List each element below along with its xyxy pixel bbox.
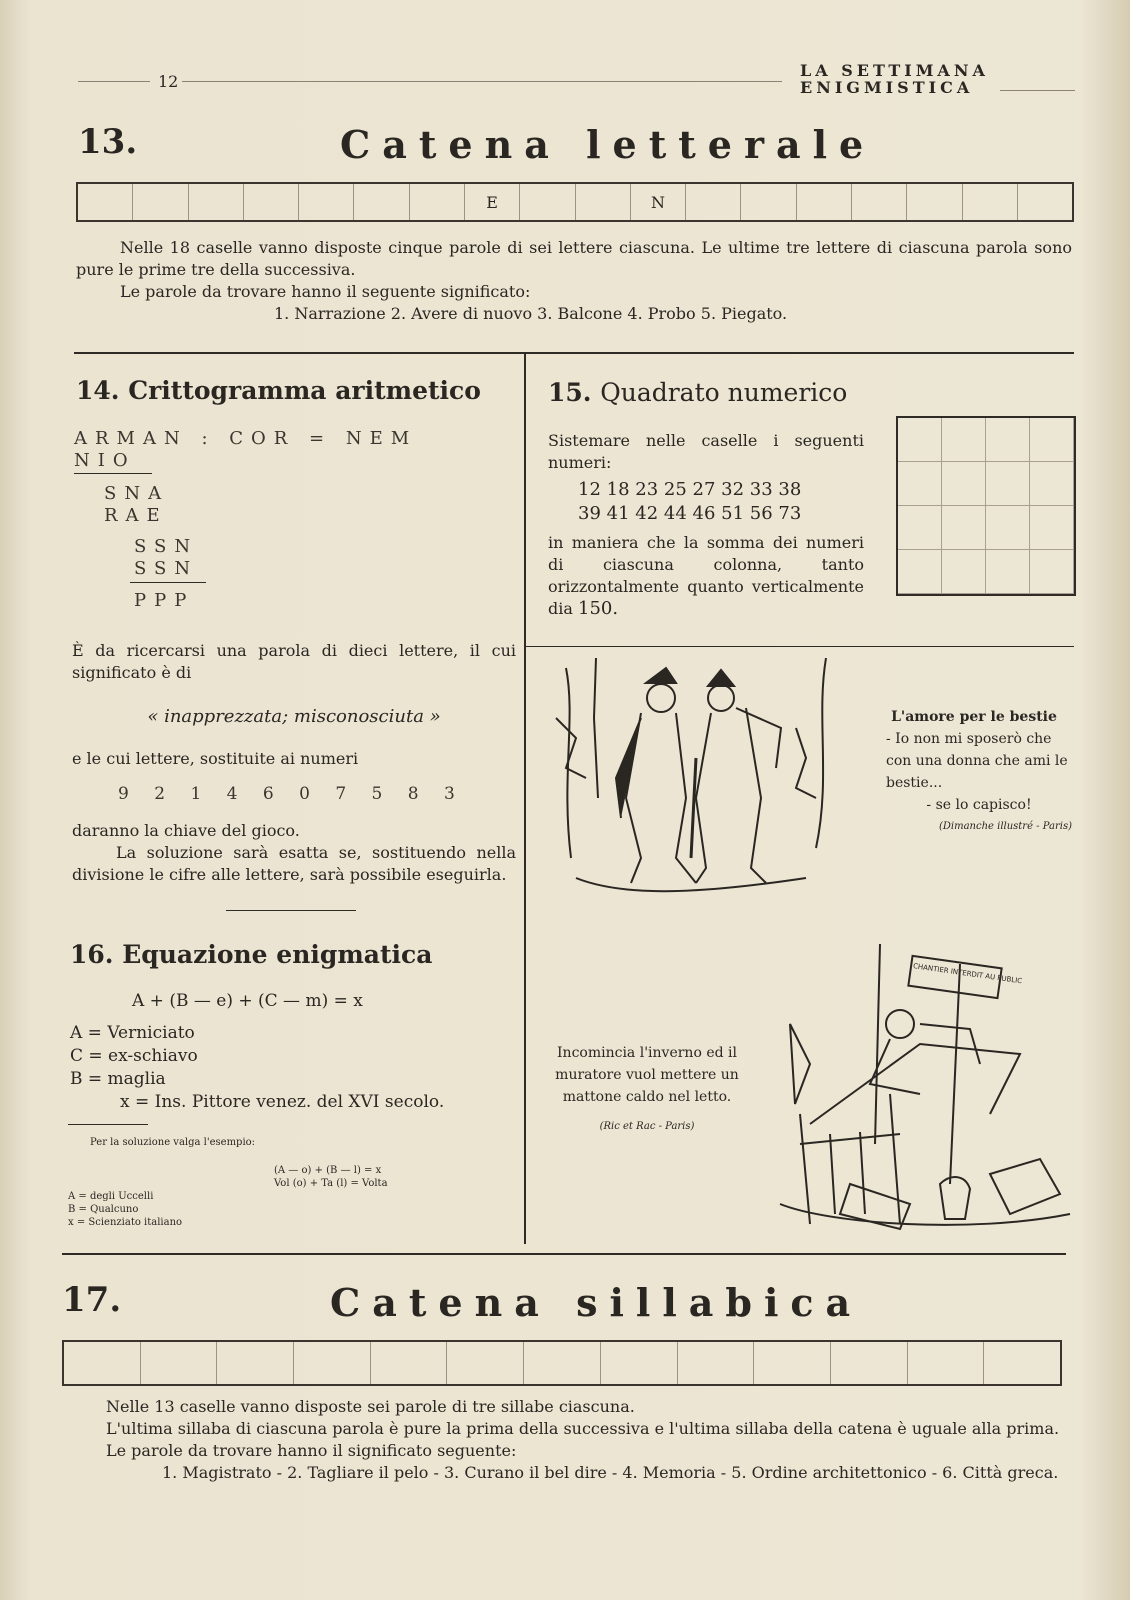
puzzle-17-cell[interactable] xyxy=(907,1342,984,1384)
definition-row: A = Verniciato xyxy=(70,1023,195,1043)
puzzle-13-cell[interactable] xyxy=(685,184,740,220)
puzzle-14-meaning: « inapprezzata; misconosciuta » xyxy=(147,706,441,727)
puzzle-13-cell[interactable] xyxy=(740,184,795,220)
puzzle-17-title: Catena sillabica xyxy=(330,1280,863,1325)
puzzle-13-cell[interactable] xyxy=(409,184,464,220)
puzzle-17-line1: Nelle 13 caselle vanno disposte sei parole di tre sillabe ciascuna. xyxy=(106,1397,635,1416)
puzzle-17-number: 17. xyxy=(62,1280,122,1320)
puzzle-13-cell[interactable]: E xyxy=(464,184,519,220)
puzzle-17-line2: L'ultima sillaba di ciascuna parola è pure la prima della successiva e l'ultima sillaba della catena è uguale alla prima. xyxy=(106,1419,1060,1438)
puzzle-17-cell[interactable] xyxy=(600,1342,677,1384)
division-row3: SNA xyxy=(104,483,170,504)
puzzle-17-cell[interactable] xyxy=(677,1342,754,1384)
puzzle-13-cell[interactable] xyxy=(298,184,353,220)
division-row2: NIO xyxy=(74,450,136,471)
puzzle-17-cell[interactable] xyxy=(293,1342,370,1384)
puzzle-15-text2 xyxy=(548,532,864,620)
division-row6: SSN xyxy=(134,558,199,579)
puzzle-13-cell[interactable] xyxy=(851,184,906,220)
puzzle-16-example-definitions xyxy=(68,1190,182,1229)
puzzle-16-heading xyxy=(70,940,432,969)
cartoon-divider xyxy=(526,646,1074,647)
puzzle-13-grid[interactable] xyxy=(76,182,1074,222)
puzzle-14-end-rule xyxy=(226,910,356,911)
example-definition-row: B = Qualcuno xyxy=(68,1204,139,1215)
puzzle-15-title: Quadrato numerico xyxy=(600,378,848,407)
puzzle-13-cell[interactable] xyxy=(796,184,851,220)
column-divider xyxy=(524,354,526,1244)
puzzle-15-heading xyxy=(548,378,847,407)
example-definition-row: A = degli Uccelli xyxy=(68,1191,154,1202)
puzzle-16-equation: A + (B — e) + (C — m) = x xyxy=(132,991,363,1011)
header-rule-right xyxy=(1000,90,1075,91)
cartoon-dog-lovers-illustration xyxy=(546,658,846,910)
puzzle-13-cell[interactable] xyxy=(243,184,298,220)
puzzle-15-text1: Sistemare nelle caselle i seguenti numeri: xyxy=(548,431,864,472)
puzzle-17-cell[interactable] xyxy=(523,1342,600,1384)
puzzle-13-line2: Le parole da trovare hanno il seguente significato: xyxy=(120,282,531,301)
puzzle-13-cell[interactable] xyxy=(188,184,243,220)
cartoon-2-sign: CHANTIER INTERDIT AU PUBLIC xyxy=(912,962,1023,986)
cartoon-mason-bed-illustration xyxy=(770,944,1074,1234)
header-rule-left xyxy=(78,81,150,82)
puzzle-16-title: Equazione enigmatica xyxy=(122,940,433,969)
page-number: 12 xyxy=(158,72,179,91)
puzzle-13-text xyxy=(76,237,1072,325)
puzzle-17-cell[interactable] xyxy=(830,1342,907,1384)
puzzle-14-text1: È da ricercarsi una parola di dieci lettere, il cui significato è di xyxy=(72,641,516,682)
puzzle-13-cell[interactable] xyxy=(906,184,961,220)
puzzle-15-number: 15. xyxy=(548,378,592,407)
puzzle-17-cell[interactable] xyxy=(983,1342,1062,1384)
cartoon-2-caption xyxy=(540,1042,754,1138)
section-divider-top xyxy=(74,352,1074,354)
division-rule1 xyxy=(74,473,152,474)
puzzle-17-line3: Le parole da trovare hanno il significato seguente: xyxy=(106,1441,517,1460)
puzzle-17-cell[interactable] xyxy=(140,1342,217,1384)
cartoon-2-source: (Ric et Rac - Paris) xyxy=(599,1121,695,1132)
puzzle-17-cell[interactable] xyxy=(62,1342,140,1384)
cartoon-1-source: (Dimanche illustré - Paris) xyxy=(938,821,1072,832)
puzzle-13-cell[interactable] xyxy=(1017,184,1074,220)
puzzle-14-digits: 9 2 1 4 6 0 7 5 8 3 xyxy=(118,784,465,804)
puzzle-14-text3: daranno la chiave del gioco. xyxy=(72,821,300,840)
puzzle-13-cell[interactable] xyxy=(132,184,187,220)
puzzle-15-numbers1: 12 18 23 25 27 32 33 38 xyxy=(578,479,802,500)
puzzle-15-numbers xyxy=(578,478,878,526)
puzzle-13-cell[interactable] xyxy=(575,184,630,220)
puzzle-13-cell[interactable] xyxy=(519,184,574,220)
header-rule-mid xyxy=(182,81,782,82)
division-row7: PPP xyxy=(134,590,195,611)
magazine-masthead xyxy=(800,62,989,96)
section-divider-bottom xyxy=(62,1253,1066,1255)
puzzle-13-cell[interactable] xyxy=(962,184,1017,220)
puzzle-17-cell[interactable] xyxy=(753,1342,830,1384)
puzzle-15-square-grid[interactable] xyxy=(896,416,1076,596)
cartoon-1-caption xyxy=(876,706,1072,838)
cartoon-2-text: Incomincia l'inverno ed il muratore vuol mettere un mattone caldo nel letto. xyxy=(555,1045,739,1105)
puzzle-15-sum: 150. xyxy=(578,598,619,619)
puzzle-17-cell[interactable] xyxy=(216,1342,293,1384)
puzzle-14-number: 14. xyxy=(76,376,120,405)
puzzle-13-clues: 1. Narrazione 2. Avere di nuovo 3. Balcone 4. Probo 5. Piegato. xyxy=(274,304,788,323)
puzzle-13-title: Catena letterale xyxy=(340,122,876,167)
division-rule2 xyxy=(130,582,206,583)
puzzle-16-example-eq2: Vol (o) + Ta (l) = Volta xyxy=(274,1178,388,1189)
definition-row: C = ex-schiavo xyxy=(70,1046,198,1066)
puzzle-17-cell[interactable] xyxy=(446,1342,523,1384)
division-row5: SSN xyxy=(134,536,199,557)
puzzle-14-heading xyxy=(76,376,481,405)
definition-row: x = Ins. Pittore venez. del XVI secolo. xyxy=(120,1092,445,1112)
cartoon-1-title: L'amore per le bestie xyxy=(891,709,1057,725)
puzzle-13-line1: Nelle 18 caselle vanno disposte cinque parole di sei lettere ciascuna. Le ultime tre lettere di ciascuna parola sono pure le prime tre della successiva. xyxy=(76,238,1072,279)
puzzle-14-title: Crittogramma aritmetico xyxy=(128,376,481,405)
masthead-line2: ENIGMISTICA xyxy=(800,78,974,97)
puzzle-13-cell[interactable]: N xyxy=(630,184,685,220)
cartoon-1-line1: - Io non mi sposerò che con una donna che ami le bestie... xyxy=(886,731,1068,791)
puzzle-17-text xyxy=(62,1396,1064,1484)
puzzle-16-number: 16. xyxy=(70,940,114,969)
division-row4: RAE xyxy=(104,505,168,526)
puzzle-16-example-eq1: (A — o) + (B — l) = x xyxy=(274,1165,382,1176)
puzzle-16-rule xyxy=(68,1124,148,1125)
example-definition-row: x = Scienziato italiano xyxy=(68,1217,183,1228)
puzzle-14-text4: La soluzione sarà esatta se, sostituendo nella divisione le cifre alle lettere, sarà possibile eseguirla. xyxy=(72,843,516,884)
puzzle-13-cell[interactable] xyxy=(353,184,408,220)
puzzle-14-text2: e le cui lettere, sostituite ai numeri xyxy=(72,749,359,768)
masthead-line1: LA SETTIMANA xyxy=(800,61,989,80)
puzzle-16-definitions xyxy=(70,1022,516,1114)
puzzle-17-grid[interactable] xyxy=(62,1340,1062,1386)
cartoon-1-line2: - se lo capisco! xyxy=(926,797,1032,813)
puzzle-15-text2-pre: in maniera che la somma dei numeri di ciascuna colonna, tanto orizzontalmente quanto verticalmente dia xyxy=(548,533,864,618)
division-row1: ARMAN : COR = NEM xyxy=(74,428,418,449)
definition-row: B = maglia xyxy=(70,1069,166,1089)
puzzle-13-cell[interactable] xyxy=(76,184,132,220)
puzzle-13-number: 13. xyxy=(78,122,138,162)
puzzle-17-clues: 1. Magistrato - 2. Tagliare il pelo - 3. Curano il bel dire - 4. Memoria - 5. Ordine architettonico - 6. Città greca. xyxy=(162,1463,1059,1482)
puzzle-15-numbers2: 39 41 42 44 46 51 56 73 xyxy=(578,503,802,524)
puzzle-16-example-intro: Per la soluzione valga l'esempio: xyxy=(90,1137,256,1148)
puzzle-17-cell[interactable] xyxy=(370,1342,447,1384)
